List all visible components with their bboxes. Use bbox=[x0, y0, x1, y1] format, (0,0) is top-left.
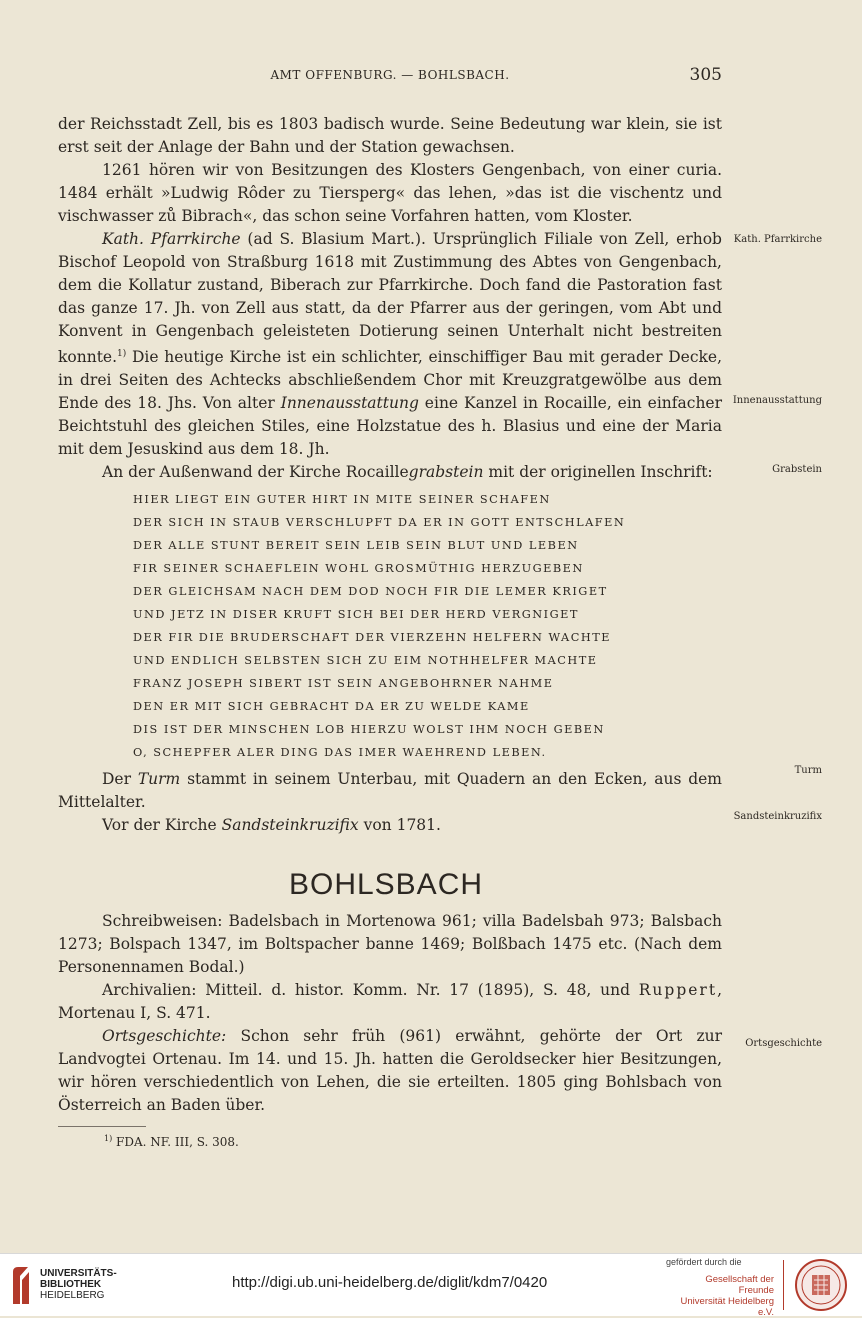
section-text bbox=[58, 910, 722, 1117]
sponsor-name[interactable] bbox=[668, 1274, 774, 1318]
text-run: stammt in seinem Unterbau, mit Quadern an den Ecken, aus dem Mittelalter. bbox=[58, 770, 723, 812]
library-logo-icon[interactable] bbox=[10, 1264, 32, 1308]
paragraph-archivalien bbox=[58, 979, 722, 1025]
inscription-line: UND ENDLICH SELBSTEN SICH ZU EIM NOTHHELFER MACHTE bbox=[133, 654, 598, 668]
text-run: eine Kanzel in Rocaille, ein einfacher Beichtstuhl des gleichen Stiles, eine Holzstatue des h. Blasius und eine der Maria mit dem Jesuskind aus dem 18. Jh. bbox=[58, 394, 723, 459]
margin-note-turm: Turm bbox=[794, 765, 822, 776]
italic-term: Turm bbox=[137, 770, 181, 789]
library-name bbox=[40, 1268, 117, 1301]
inscription-line: DER GLEICHSAM NACH DEM DOD NOCH FIR DIE LEMER KRIGET bbox=[133, 585, 608, 599]
sponsor-line: Universität Heidelberg e.V. bbox=[680, 1296, 774, 1318]
text-run: An der Außenwand der Kirche Rocaille bbox=[102, 463, 409, 482]
section-title: BOHLSBACH bbox=[288, 868, 484, 901]
margin-note-pfarrkirche: Kath. Pfarrkirche bbox=[733, 234, 822, 245]
footnote-ref: 1) bbox=[117, 349, 127, 359]
inscription-line: UND JETZ IN DISER KRUFT SICH BEI DER HERD VERGNIGET bbox=[133, 608, 579, 622]
paragraph-turm bbox=[58, 768, 722, 814]
text-run: , Mortenau I, S. 471. bbox=[58, 981, 722, 1022]
paragraph: der Reichsstadt Zell, bis es 1803 badisch wurde. Seine Bedeutung war klein, sie ist erst seit der Anlage der Bahn und der Station gewachsen. bbox=[58, 115, 722, 156]
text-run: Der bbox=[102, 770, 138, 789]
university-seal-icon bbox=[794, 1258, 848, 1312]
text-run: Archivalien: Mitteil. d. histor. Komm. Nr. 17 (1895), S. 48, und bbox=[102, 981, 639, 999]
margin-note-ortsgeschichte: Ortsgeschichte bbox=[745, 1038, 822, 1049]
text-run: von 1781. bbox=[358, 816, 441, 835]
inscription-line: FIR SEINER SCHAEFLEIN WOHL GROSMÜTHIG HERZUGEBEN bbox=[133, 562, 584, 576]
paragraph-schreibweisen: Schreibweisen: Badelsbach in Mortenowa 961; villa Badelsbah 973; Balsbach 1273; Bolspach 1347, im Boltspacher banne 1469; Bolßbach 1475 etc. (Nach dem Personennamen Bodal.) bbox=[58, 912, 722, 976]
text-run: Schon sehr früh (961) erwähnt, gehörte der Ort zur Landvogtei Ortenau. Im 14. und 15. Jh. hatten die Geroldsecker hier Besitzungen, wir hören verschiedentlich von Lehen, die sie erteilten. 1805 ging Bohlsbach von Österreich an Baden über. bbox=[58, 1027, 722, 1114]
margin-note-innenausstattung: Innenausstattung bbox=[732, 395, 822, 406]
paragraph-pfarrkirche bbox=[58, 228, 722, 461]
paragraph-grabstein bbox=[58, 461, 722, 484]
italic-term: Innenausstattung bbox=[280, 394, 419, 413]
inscription-line: DER FIR DIE BRUDERSCHAFT DER VIERZEHN HELFERN WACHTE bbox=[133, 631, 611, 645]
page-header bbox=[58, 65, 722, 85]
italic-term: Kath. Pfarrkirche bbox=[102, 230, 241, 248]
inscription-line: HIER LIEGT EIN GUTER HIRT IN MITE SEINER SCHAFEN bbox=[133, 493, 551, 507]
italic-term: Sandsteinkruzifix bbox=[221, 816, 359, 835]
library-line: UNIVERSITÄTS- bbox=[40, 1268, 117, 1279]
library-line: BIBLIOTHEK bbox=[40, 1279, 102, 1290]
page-number: 305 bbox=[689, 65, 722, 85]
inscription-line: DER SICH IN STAUB VERSCHLUPFT DA ER IN GOTT ENTSCHLAFEN bbox=[133, 516, 626, 530]
paragraph-ortsgeschichte bbox=[58, 1025, 722, 1117]
italic-term: Ortsgeschichte: bbox=[102, 1027, 227, 1045]
italic-term: grabstein bbox=[408, 463, 484, 482]
text-run: (ad S. Blasium Mart.). Ursprünglich Filiale von Zell, erhob Bischof Leopold von Straßburg 1618 mit Zustimmung des Abtes von Gengenbach, dem die Kollatur zustand, Biberach zur Pfarrkirche. Doch fand die Pastoration fast das ganze 17. Jh. von Zell aus statt, da der Pfarrer aus der geringen, vom Abt und Konvent in Gengenbach geleisteten Dotierung seinen Unterhalt nicht bestreiten konnte. bbox=[58, 230, 722, 367]
main-text bbox=[58, 113, 722, 837]
footnote-marker: 1) bbox=[104, 1134, 113, 1143]
inscription bbox=[133, 488, 722, 764]
paragraph-kruzifix bbox=[58, 814, 722, 837]
author-name: Ruppert bbox=[638, 981, 718, 999]
inscription-line: DER ALLE STUNT BEREIT SEIN LEIB SEIN BLUT UND LEBEN bbox=[133, 539, 579, 553]
margin-note-grabstein: Grabstein bbox=[772, 464, 822, 475]
footnote bbox=[104, 1134, 239, 1149]
margin-note-kruzifix: Sandsteinkruzifix bbox=[733, 811, 822, 822]
footer-divider bbox=[783, 1260, 784, 1310]
footnote-text: FDA. NF. III, S. 308. bbox=[112, 1135, 239, 1149]
text-run: Vor der Kirche bbox=[102, 816, 222, 835]
text-run: Die heutige Kirche ist ein schlichter, einschiffiger Bau mit gerader Decke, in drei Seiten des Achtecks abschließendem Chor mit Kreuzgratgewölbe aus dem Ende des 18. Jhs. Von alter bbox=[58, 348, 722, 413]
inscription-line: FRANZ JOSEPH SIBERT IST SEIN ANGEBOHRNER NAHME bbox=[133, 677, 554, 691]
text-run: mit der originellen Inschrift: bbox=[483, 463, 713, 482]
paragraph: 1261 hören wir von Besitzungen des Klosters Gengenbach, von einer curia. 1484 erhält »Ludwig Rôder zu Tiersperg« das lehen, »das ist die vischentz und vischwasser zů Bibrach«, das schon seine Vorfahren hatten, vom Kloster. bbox=[58, 161, 722, 225]
inscription-line: O, SCHEPFER ALER DING DAS IMER WAEHREND LEBEN. bbox=[133, 746, 547, 760]
library-line: HEIDELBERG bbox=[40, 1290, 105, 1301]
inscription-line: DEN ER MIT SICH GEBRACHT DA ER ZU WELDE KAME bbox=[133, 700, 530, 714]
sponsor-line: Gesellschaft der Freunde bbox=[705, 1274, 774, 1296]
digitization-footer bbox=[0, 1253, 862, 1316]
permalink-url[interactable]: http://digi.ub.uni-heidelberg.de/diglit/kdm7/0420 bbox=[232, 1274, 548, 1291]
running-title: AMT OFFENBURG. — BOHLSBACH. bbox=[270, 68, 510, 82]
sponsor-label: gefördert durch die bbox=[666, 1257, 742, 1267]
inscription-line: DIS IST DER MINSCHEN LOB HIERZU WOLST IHM NOCH GEBEN bbox=[133, 723, 605, 737]
footnote-rule bbox=[58, 1126, 146, 1127]
